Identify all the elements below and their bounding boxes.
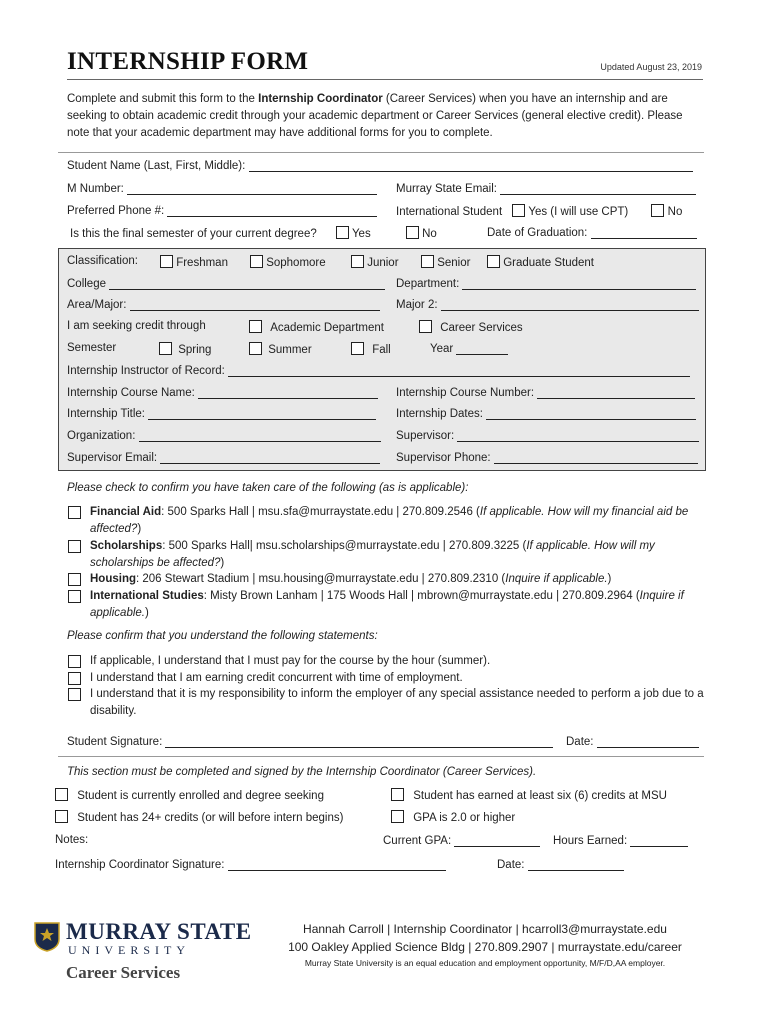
student-date-label: Date: — [566, 736, 594, 748]
academic-department-checkbox[interactable] — [249, 320, 262, 333]
credits24-checkbox[interactable] — [55, 810, 68, 823]
coordinator-divider — [58, 756, 704, 757]
m-number-row — [67, 182, 377, 195]
supervisor-email-label: Supervisor Email: — [67, 452, 158, 464]
intro-divider — [58, 152, 704, 153]
statement-3-checkbox[interactable] — [68, 688, 81, 701]
logo-wordmark: MURRAY STATE — [66, 919, 252, 944]
title-divider — [67, 79, 703, 80]
student-date-field[interactable] — [597, 735, 699, 748]
graduation-date-label: Date of Graduation: — [487, 227, 588, 239]
final-semester-label: Is this the final semester of your current degree? — [70, 228, 317, 240]
final-no-label: No — [422, 228, 437, 240]
statement-item — [68, 653, 708, 670]
course-number-label: Internship Course Number: — [396, 387, 535, 399]
spring-checkbox[interactable] — [159, 342, 172, 355]
instructor-row — [67, 364, 690, 377]
enrolled-checkbox[interactable] — [55, 788, 68, 801]
course-name-label: Internship Course Name: — [67, 387, 195, 399]
department-row — [396, 277, 696, 290]
supervisor-phone-row — [396, 451, 698, 464]
gpa-item — [391, 810, 515, 824]
graduate-checkbox[interactable] — [487, 255, 500, 268]
intern-dates-row — [396, 407, 696, 420]
notes-row — [55, 834, 88, 846]
statements-heading: Please confirm that you understand the following statements: — [67, 630, 378, 642]
logo-career-services: Career Services — [66, 963, 181, 982]
coordinator-signature-row — [55, 858, 446, 871]
coordinator-date-label: Date: — [497, 859, 525, 871]
statement-1-checkbox[interactable] — [68, 655, 81, 668]
statement-item — [68, 670, 708, 687]
form-title: INTERNSHIP FORM — [67, 48, 309, 75]
phone-row — [67, 204, 377, 217]
housing-checkbox[interactable] — [68, 573, 81, 586]
hours-earned-row — [553, 834, 688, 847]
academic-department-label: Academic Department — [270, 322, 384, 334]
fall-checkbox[interactable] — [351, 342, 364, 355]
class-senior — [421, 255, 470, 269]
area-major-row — [67, 298, 380, 311]
msu-email-row — [396, 182, 696, 195]
final-yes-checkbox[interactable] — [336, 226, 349, 239]
organization-field[interactable] — [139, 429, 381, 442]
classification-label: Classification: — [67, 255, 138, 267]
supervisor-phone-label: Supervisor Phone: — [396, 452, 491, 464]
international-no-label: No — [667, 206, 683, 218]
six-credits-item — [391, 788, 667, 802]
student-name-row — [67, 159, 693, 172]
international-studies-checkbox[interactable] — [68, 590, 81, 603]
organization-row — [67, 429, 381, 442]
student-date-row — [566, 735, 699, 748]
supervisor-label: Supervisor: — [396, 430, 455, 442]
instructor-label: Internship Instructor of Record: — [67, 365, 225, 377]
footer-eeo: Murray State University is an equal education and employment opportunity, M/F/D,AA employer. — [304, 958, 666, 968]
current-gpa-label: Current GPA: — [383, 835, 452, 847]
semester-row — [67, 342, 116, 354]
major2-label: Major 2: — [396, 299, 438, 311]
footer-contact-1: Hannah Carroll | Internship Coordinator | hcarroll3@murraystate.edu — [303, 922, 667, 936]
graduate-label: Graduate Student — [503, 257, 594, 269]
junior-checkbox[interactable] — [351, 255, 364, 268]
summer-checkbox[interactable] — [249, 342, 262, 355]
course-name-row — [67, 386, 378, 399]
supervisor-email-row — [67, 451, 380, 464]
hours-earned-field[interactable] — [630, 834, 688, 847]
course-number-field[interactable] — [537, 386, 695, 399]
course-name-field[interactable] — [198, 386, 378, 399]
international-yes-checkbox[interactable] — [512, 204, 525, 217]
footer-contact-2: 100 Oakley Applied Science Bldg | 270.809.2907 | murraystate.edu/career — [288, 940, 682, 954]
classification-row — [67, 255, 138, 267]
junior-label: Junior — [367, 257, 399, 269]
seeking-career — [419, 320, 523, 334]
coordinator-heading: This section must be completed and signed by the Internship Coordinator (Career Services). — [67, 766, 537, 778]
coordinator-signature-field[interactable] — [228, 858, 446, 871]
career-services-checkbox[interactable] — [419, 320, 432, 333]
intern-dates-label: Internship Dates: — [396, 408, 483, 420]
hours-earned-label: Hours Earned: — [553, 835, 628, 847]
seeking-credit-row — [67, 320, 206, 332]
gpa-checkbox[interactable] — [391, 810, 404, 823]
sophomore-label: Sophomore — [266, 257, 326, 269]
confirm-heading: Please check to confirm you have taken care of the following (as is applicable): — [67, 482, 469, 494]
freshman-checkbox[interactable] — [160, 255, 173, 268]
class-freshman — [160, 255, 228, 269]
student-signature-row — [67, 735, 553, 748]
logo-university: UNIVERSITY — [68, 943, 190, 957]
college-label: College — [67, 278, 106, 290]
housing-item: Housing: 206 Stewart Stadium | msu.housing@murraystate.edu | 270.809.2310 (Inquire if applicable.) — [68, 571, 708, 588]
semester-fall — [351, 342, 391, 356]
final-semester-row — [70, 226, 437, 240]
college-field[interactable] — [109, 277, 385, 290]
student-name-field[interactable] — [249, 159, 693, 172]
year-label: Year — [430, 343, 454, 355]
major2-row — [396, 298, 699, 311]
international-no-checkbox[interactable] — [651, 204, 664, 217]
intern-title-row — [67, 407, 376, 420]
supervisor-email-field[interactable] — [160, 451, 380, 464]
supervisor-phone-field[interactable] — [494, 451, 698, 464]
supervisor-field[interactable] — [457, 429, 699, 442]
semester-label: Semester — [67, 342, 117, 354]
graduation-date-row — [487, 226, 697, 239]
international-row — [396, 204, 682, 218]
graduation-date-field[interactable] — [591, 226, 697, 239]
m-number-field[interactable] — [127, 182, 377, 195]
coordinator-signature-label: Internship Coordinator Signature: — [55, 859, 225, 871]
intern-dates-field[interactable] — [486, 407, 696, 420]
final-no-checkbox[interactable] — [406, 226, 419, 239]
enrolled-label: Student is currently enrolled and degree seeking — [77, 790, 324, 802]
final-yes-label: Yes — [351, 228, 371, 240]
credits24-label: Student has 24+ credits (or will before intern begins) — [77, 812, 344, 824]
intern-title-label: Internship Title: — [67, 408, 145, 420]
department-label: Department: — [396, 278, 460, 290]
organization-label: Organization: — [67, 430, 136, 442]
scholarships-checkbox[interactable] — [68, 540, 81, 553]
senior-label: Senior — [437, 257, 471, 269]
student-signature-field[interactable] — [165, 735, 553, 748]
coordinator-date-row — [497, 858, 624, 871]
updated-date: Updated August 23, 2019 — [600, 62, 702, 72]
student-signature-label: Student Signature: — [67, 736, 163, 748]
msu-email-field[interactable] — [500, 182, 696, 195]
m-number-label: M Number: — [67, 183, 124, 195]
year-row — [430, 342, 508, 355]
college-row — [67, 277, 385, 290]
phone-label: Preferred Phone #: — [67, 205, 165, 217]
senior-checkbox[interactable] — [421, 255, 434, 268]
seeking-academic — [249, 320, 384, 334]
financial-aid-item: Financial Aid: 500 Sparks Hall | msu.sfa@murraystate.edu | 270.809.2546 (If applicable. How will my financial aid be affected?) — [68, 504, 708, 537]
scholarships-item: Scholarships: 500 Sparks Hall| msu.scholarships@murraystate.edu | 270.809.3225 (If applicable. How will my scholarships be affected?) — [68, 538, 708, 571]
international-studies-item: International Studies: Misty Brown Lanham | 175 Woods Hall | mbrown@murraystate.edu | 270.809.2964 (Inquire if applicable.) — [68, 588, 708, 621]
semester-spring — [159, 342, 211, 356]
international-yes-label: Yes (I will use CPT) — [528, 206, 629, 218]
sophomore-checkbox[interactable] — [250, 255, 263, 268]
msu-email-label: Murray State Email: — [396, 183, 497, 195]
statement-3-text: I understand that it is my responsibility to inform the employer of any special assistance needed to perform a job due to a disability. — [90, 688, 704, 717]
seeking-credit-label: I am seeking credit through — [67, 320, 206, 332]
fall-label: Fall — [372, 344, 391, 356]
financial-aid-checkbox[interactable] — [68, 506, 81, 519]
area-major-label: Area/Major: — [67, 299, 127, 311]
credits24-item — [55, 810, 343, 824]
career-services-label: Career Services — [440, 322, 523, 334]
statement-item — [68, 686, 708, 719]
statement-2-text: I understand that I am earning credit concurrent with time of employment. — [90, 672, 463, 684]
course-number-row — [396, 386, 695, 399]
instructor-field[interactable] — [228, 364, 690, 377]
summer-label: Summer — [268, 344, 312, 356]
current-gpa-field[interactable] — [454, 834, 540, 847]
international-label: International Student — [396, 206, 503, 218]
current-gpa-row — [383, 834, 540, 847]
student-name-label: Student Name (Last, First, Middle): — [67, 160, 246, 172]
freshman-label: Freshman — [176, 257, 228, 269]
six-credits-label: Student has earned at least six (6) credits at MSU — [413, 790, 667, 802]
department-field[interactable] — [462, 277, 696, 290]
phone-field[interactable] — [167, 204, 377, 217]
area-major-field[interactable] — [130, 298, 380, 311]
class-graduate — [487, 255, 594, 269]
intro-paragraph: Complete and submit this form to the Internship Coordinator (Career Services) when you have an internship and are seeking to obtain academic credit through your academic department or Career Services (general elective credit). Please note that your academic department may have additional forms for you to complete. — [67, 93, 683, 139]
year-field[interactable] — [456, 342, 508, 355]
supervisor-row — [396, 429, 699, 442]
coordinator-date-field[interactable] — [528, 858, 624, 871]
msu-shield-icon — [34, 922, 60, 952]
major2-field[interactable] — [441, 298, 699, 311]
statement-1-text: If applicable, I understand that I must pay for the course by the hour (summer). — [90, 655, 491, 667]
gpa-label: GPA is 2.0 or higher — [413, 812, 516, 824]
notes-label: Notes: — [55, 834, 89, 846]
six-credits-checkbox[interactable] — [391, 788, 404, 801]
spring-label: Spring — [178, 344, 212, 356]
semester-summer — [249, 342, 312, 356]
intern-title-field[interactable] — [148, 407, 376, 420]
statement-2-checkbox[interactable] — [68, 672, 81, 685]
enrolled-item — [55, 788, 324, 802]
class-sophomore — [250, 255, 326, 269]
class-junior — [351, 255, 399, 269]
